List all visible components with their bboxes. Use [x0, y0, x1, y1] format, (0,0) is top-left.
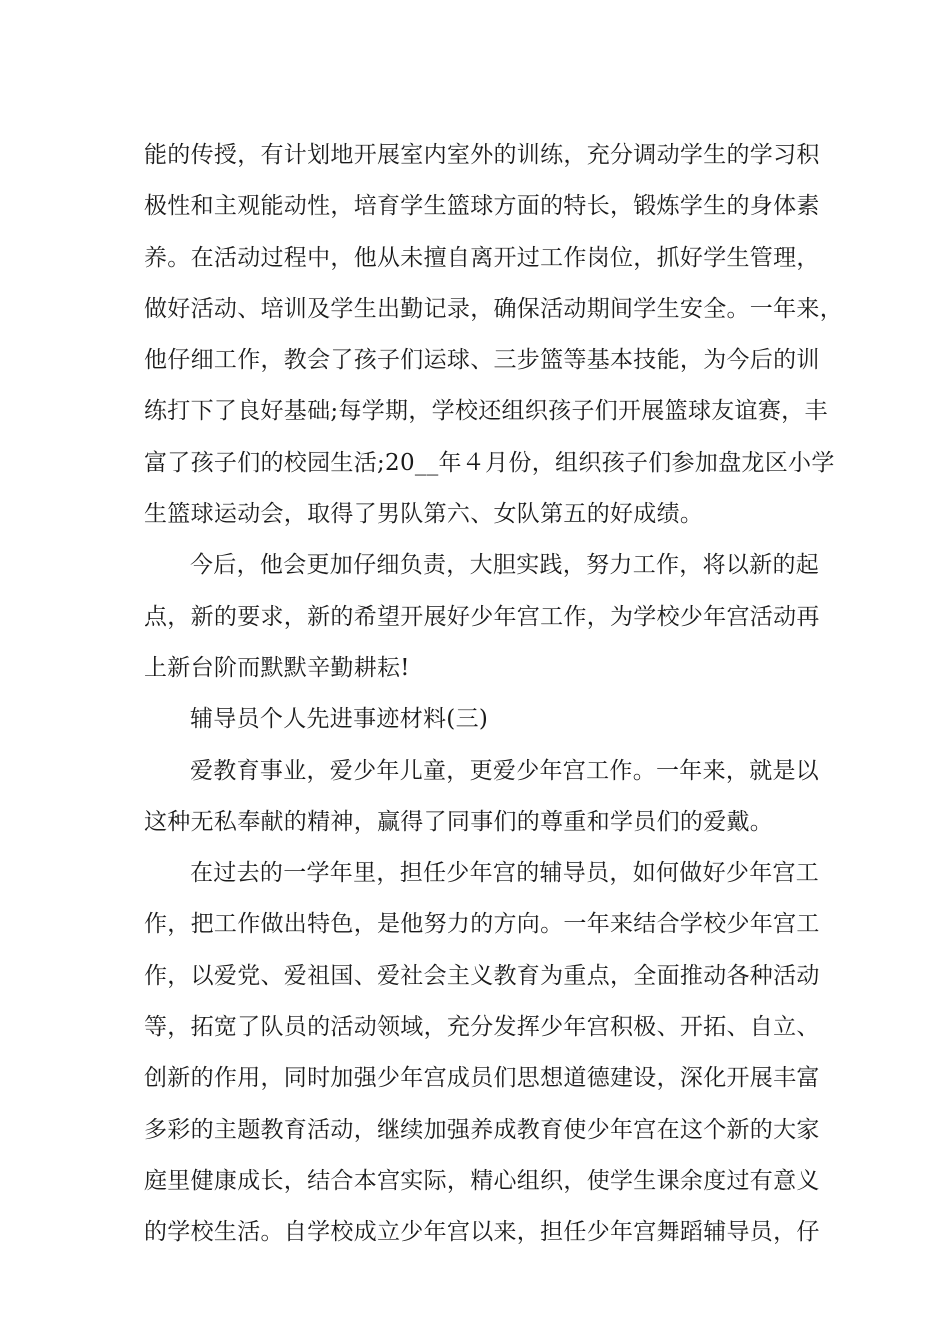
text-line: 能的传授，有计划地开展室内室外的训练，充分调动学生的学习积: [144, 142, 820, 168]
text-line: 爱教育事业，爱少年儿童，更爱少年宫工作。一年来，就是以: [190, 757, 820, 784]
text-line: 在过去的一学年里，担任少年宫的辅导员，如何做好少年宫工: [190, 860, 820, 887]
section-heading: [144, 694, 824, 745]
heading-text: 辅导员个人先进事迹材料(三): [190, 706, 489, 733]
body-paragraph: [144, 130, 843, 540]
body-paragraph: [144, 540, 824, 694]
body-paragraph: [144, 848, 824, 1258]
text-line: 极性和主观能动性，培育学生篮球方面的特长，锻炼学生的身体素: [144, 193, 820, 220]
text-line: 作，把工作做出特色，是他努力的方向。一年来结合学校少年宫工: [144, 911, 820, 938]
text-line: 上新台阶而默默辛勤耕耘!: [144, 654, 410, 681]
text-line: 他仔细工作，教会了孩子们运球、三步篮等基本技能，为今后的训: [144, 347, 820, 374]
text-line: 的学校生活。自学校成立少年宫以来，担任少年宫舞蹈辅导员，仔: [144, 1219, 820, 1246]
body-paragraph: [144, 746, 824, 849]
text-line: 庭里健康成长，结合本宫实际，精心组织，使学生课余度过有意义: [144, 1167, 820, 1194]
text-line: 等，拓宽了队员的活动领域，充分发挥少年宫积极、开拓、自立、: [144, 1014, 820, 1041]
text-line: 练打下了良好基础;每学期，学校还组织孩子们开展篮球友谊赛，丰: [144, 398, 828, 425]
text-line: 做好活动、培训及学生出勤记录，确保活动期间学生安全。一年来，: [144, 295, 843, 322]
document-body: [144, 130, 843, 1259]
text-line: 生篮球运动会，取得了男队第六、女队第五的好成绩。: [144, 501, 704, 528]
text-line: 今后，他会更加仔细负责，大胆实践，努力工作，将以新的起: [190, 552, 820, 579]
text-line: 点，新的要求，新的希望开展好少年宫工作，为学校少年宫活动再: [144, 603, 820, 630]
text-line: 多彩的主题教育活动，继续加强养成教育使少年宫在这个新的大家: [144, 1116, 820, 1143]
text-line: 创新的作用，同时加强少年宫成员们思想道德建设，深化开展丰富: [144, 1065, 820, 1092]
text-line: 养。在活动过程中，他从未擅自离开过工作岗位，抓好学生管理，: [144, 244, 820, 271]
text-line: 富了孩子们的校园生活;20__年４月份，组织孩子们参加盘龙区小学: [144, 449, 835, 476]
text-line: 作，以爱党、爱祖国、爱社会主义教育为重点，全面推动各种活动: [144, 962, 820, 989]
text-line: 这种无私奉献的精神，赢得了同事们的尊重和学员们的爱戴。: [144, 808, 774, 835]
